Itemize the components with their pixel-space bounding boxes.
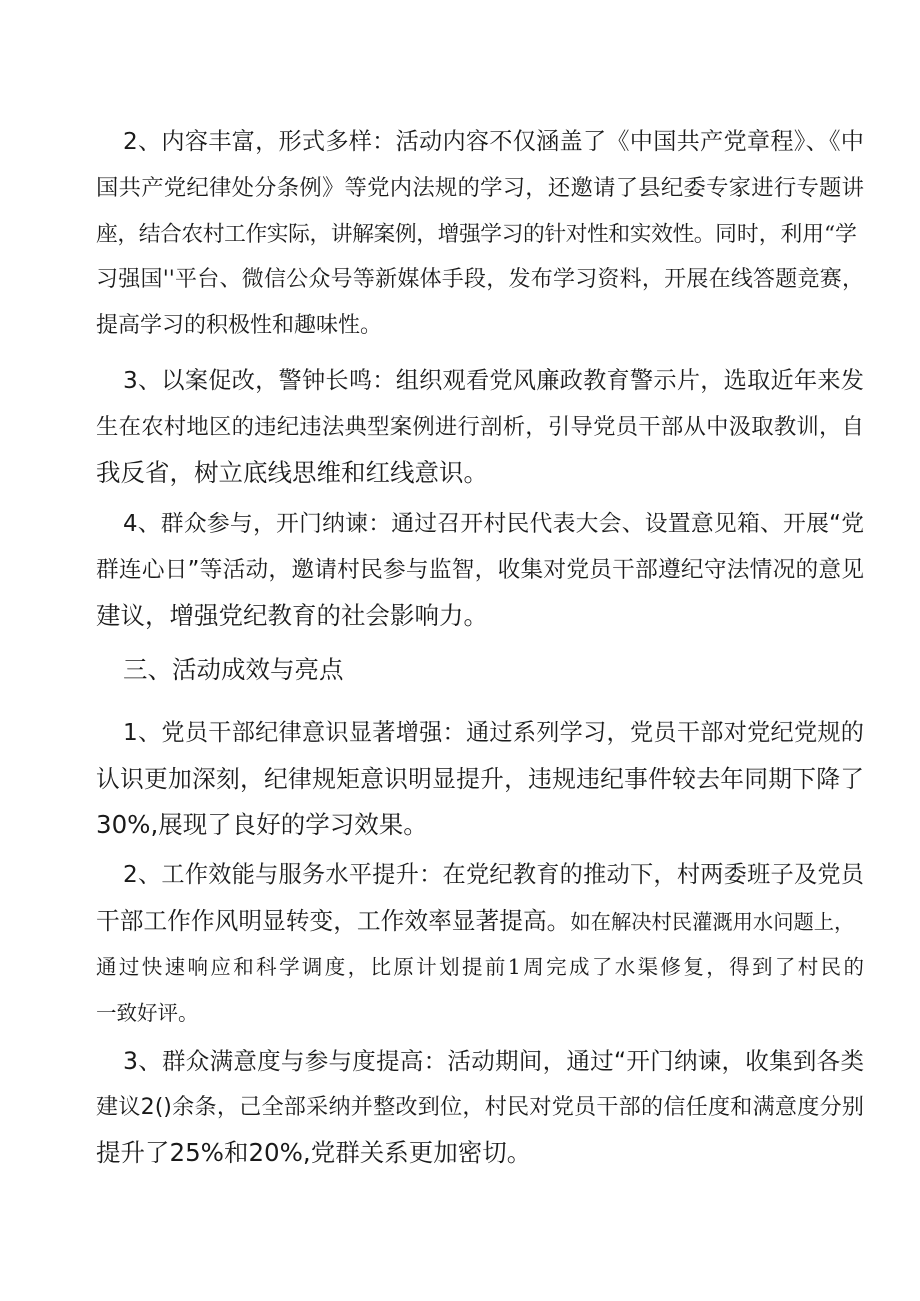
text-line: 习强国''平台、微信公众号等新媒体手段，发布学习资料，开展在线答题竞赛， (96, 267, 864, 292)
text-line: 2、内容丰富，形式多样：活动内容不仅涵盖了《中国共产党章程》、《中 (123, 128, 864, 155)
section-heading: 三、活动成效与亮点 (123, 655, 344, 684)
text-line: 4、群众参与，开门纳谏：通过召开村民代表大会、设置意见箱、开展“党 (123, 511, 864, 537)
text-line: 通过快速响应和科学调度，比原计划提前1周完成了水渠修复，得到了村民的 (96, 955, 864, 979)
text-line (96, 215, 864, 253)
text-span: 同时，利用“学 (715, 222, 857, 247)
text-span: 如在解决村民灌溉用水问题上， (570, 910, 855, 934)
text-line: 我反省，树立底线思维和红线意识。 (96, 458, 488, 487)
text-line: 群连心日”等活动，邀请村民参与监智，收集对党员干部遵纪守法情况的意见 (96, 557, 864, 583)
text-line: 建议2()余条，己全部采纳并整改到位，村民对党员干部的信任度和满意度分别 (96, 1094, 864, 1120)
text-line: 国共产党纪律处分条例》等党内法规的学习，还邀请了县纪委专家进行专题讲 (96, 175, 864, 201)
text-line: 3、群众满意度与参与度提高：活动期间，通过“开门纳谏，收集到各类 (123, 1047, 864, 1075)
text-line: 提升了25%和20%,党群关系更加密切。 (96, 1138, 532, 1167)
text-line: 1、党员干部纪律意识显著增强：通过系列学习，党员干部对党纪党规的 (123, 719, 864, 746)
text-span: 座，结合农村工作实际，讲解案例，增强学习的针对性和实效性。 (96, 222, 716, 247)
text-line: 一致好评。 (96, 1001, 199, 1025)
text-line (96, 902, 864, 940)
text-line: 认识更加深刻，纪律规矩意识明显提升，违规违纪事件较去年同期下降了 (96, 765, 864, 793)
text-line: 建议，增强党纪教育的社会影响力。 (96, 601, 488, 630)
text-line: 2、工作效能与服务水平提升：在党纪教育的推动下，村两委班子及党员 (123, 861, 864, 888)
text-line: 3、以案促改，警钟长鸣：组织观看党风廉政教育警示片，选取近年来发 (123, 367, 864, 394)
text-span: 干部工作作风明显转变，工作效率显著提高。 (96, 907, 571, 935)
text-line: 30%,展现了良好的学习效果。 (96, 810, 428, 839)
text-line: 生在农村地区的违纪违法典型案例进行剖析，引导党员干部从中汲取教训，自 (96, 414, 864, 440)
text-line: 提高学习的积极性和趣味性。 (96, 313, 383, 338)
